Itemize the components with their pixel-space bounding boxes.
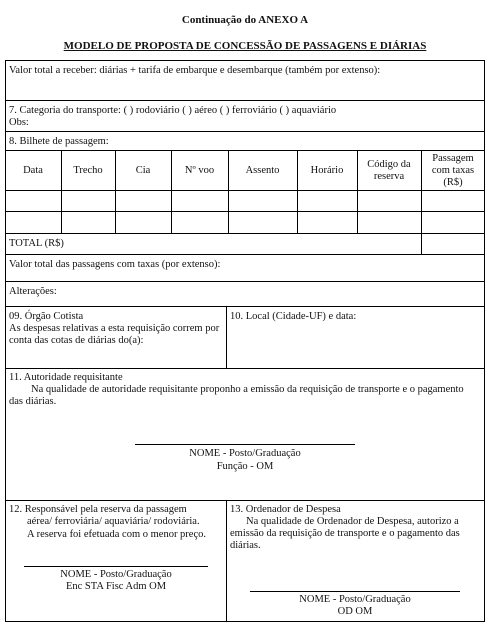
total-label: TOTAL (R$) xyxy=(9,238,64,249)
col-assento: Assento xyxy=(245,165,280,176)
autoridade-sign-name: NOME - Posto/Graduação xyxy=(189,448,301,459)
orgao-label: 09. Órgão Cotista xyxy=(9,311,84,322)
alteracoes-label: Alterações: xyxy=(9,286,57,297)
col-codigo-reserva: Código da reserva xyxy=(367,159,411,182)
responsavel-sign-role: Enc STA Fisc Adm OM xyxy=(65,581,167,592)
continuation-heading: Continuação do ANEXO A xyxy=(181,14,309,26)
autoridade-text: Na qualidade de autoridade requisitante proponho a emissão da requisição de transporte e o pagamento das diárias. xyxy=(9,384,464,407)
col-horario: Horário xyxy=(310,165,344,176)
col-cia: Cia xyxy=(135,165,151,176)
autoridade-sign-role: Função - OM xyxy=(216,461,274,472)
responsavel-sign-name: NOME - Posto/Graduação xyxy=(60,569,172,580)
local-label: 10. Local (Cidade-UF) e data: xyxy=(230,311,357,322)
col-passagem-taxas: Passagem com taxas (R$) xyxy=(431,153,475,188)
responsavel-line2: A reserva foi efetuada com o menor preço. xyxy=(27,529,207,540)
ordenador-sign-role: OD OM xyxy=(337,606,373,617)
ordenador-text: Na qualidade de Ordenador de Despesa, autorizo a emissão da requisição de transporte e o pagamento das diárias. xyxy=(230,516,460,551)
form-title: MODELO DE PROPOSTA DE CONCESSÃO DE PASSAGENS E DIÁRIAS xyxy=(63,40,427,52)
col-voo: Nº voo xyxy=(184,165,215,176)
valor-passagens-label: Valor total das passagens com taxas (por extenso): xyxy=(9,259,221,270)
autoridade-label: 11. Autoridade requisitante xyxy=(9,372,123,383)
ordenador-sign-name: NOME - Posto/Graduação xyxy=(299,594,411,605)
orgao-text: As despesas relativas a esta requisição correm por conta das cotas de diárias do(a): xyxy=(9,323,220,346)
bilhete-label: 8. Bilhete de passagem: xyxy=(9,136,109,147)
obs-label: Obs: xyxy=(9,117,29,128)
categoria-label: 7. Categoria do transporte: ( ) rodoviário ( ) aéreo ( ) ferroviário ( ) aquaviário xyxy=(9,105,337,116)
col-data: Data xyxy=(23,165,43,176)
ordenador-label: 13. Ordenador de Despesa xyxy=(230,504,341,515)
responsavel-label: 12. Responsável pela reserva da passagem xyxy=(9,504,187,515)
col-trecho: Trecho xyxy=(73,165,103,176)
valor-total-label: Valor total a receber: diárias + tarifa de embarque e desembarque (também por extenso): xyxy=(9,65,381,76)
responsavel-line1: aérea/ ferroviária/ aquaviária/ rodoviária. xyxy=(27,516,200,527)
